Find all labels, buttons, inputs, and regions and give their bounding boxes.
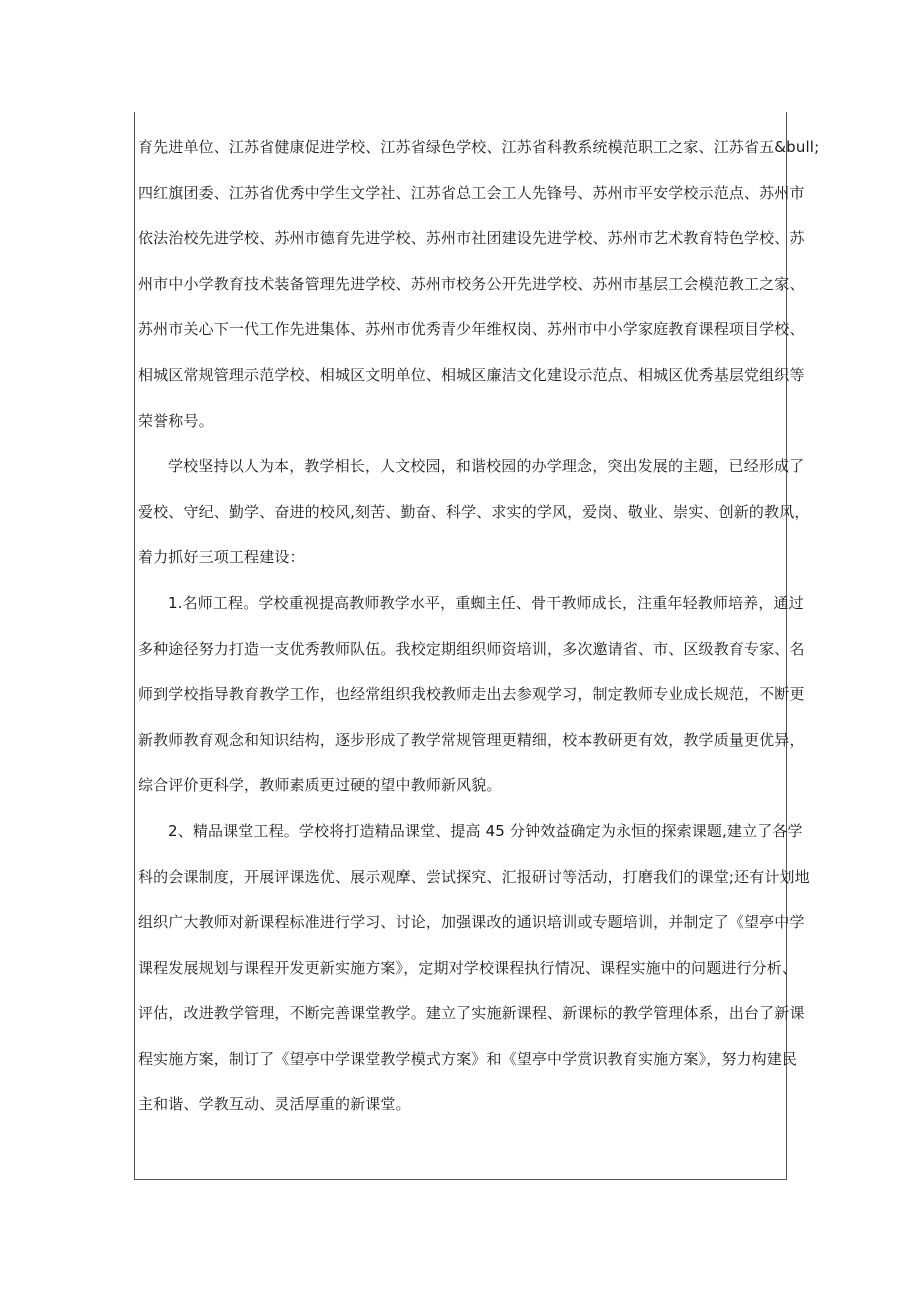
- text-line: 科的会课制度，开展评课选优、展示观摩、尝试探究、汇报研讨等活动，打磨我们的课堂;还有计划地: [138, 867, 810, 886]
- paragraph-start-line: 1.名师工程。学校重视提高教师教学水平，重蜘主任、骨干教师成长，注重年轻教师培养，通过: [168, 593, 804, 612]
- text-line: 荣誉称号。: [138, 411, 214, 430]
- text-line: 着力抓好三项工程建设：: [138, 548, 305, 567]
- text-line: 程实施方案，制订了《望亭中学课堂教学模式方案》和《望亭中学赏识教育实施方案》，努力构建民: [138, 1049, 798, 1068]
- text-line: 师到学校指导教育教学工作，也经常组织我校教师走出去参观学习，制定教师专业成长规范，不断更: [138, 685, 805, 704]
- document-body: [138, 128, 820, 1131]
- text-line: 新教师教育观念和知识结构，逐步形成了教学常规管理更精细，校本教研更有效，教学质量更优异，: [138, 730, 805, 749]
- text-line: 苏州市关心下一代工作先进集体、苏州市优秀青少年维权岗、苏州市中小学家庭教育课程项目学校、: [138, 320, 805, 339]
- text-line: 多种途径努力打造一支优秀教师队伍。我校定期组织师资培训，多次邀请省、市、区级教育专家、名: [138, 639, 805, 658]
- text-line: 爱校、守纪、勤学、奋进的校风,刻苦、勤奋、科学、求实的学风，爱岗、敬业、崇实、创新的教风，: [138, 502, 810, 521]
- text-line: 州市中小学教育技术装备管理先进学校、苏州市校务公开先进学校、苏州市基层工会模范教工之家、: [138, 274, 805, 293]
- text-line: 育先进单位、江苏省健康促进学校、江苏省绿色学校、江苏省科教系统模范职工之家、江苏省五&bull;: [138, 138, 820, 156]
- text-line: 综合评价更科学，教师素质更过硬的望中教师新风貌。: [138, 776, 502, 795]
- paragraph-start-line: 学校坚持以人为本，教学相长，人文校园，和谐校园的办学理念，突出发展的主题，已经形成了: [168, 457, 805, 476]
- text-line: 评估，改进教学管理，不断完善课堂教学。建立了实施新课程、新课标的教学管理体系，出台了新课: [138, 1004, 805, 1023]
- text-line: 课程发展规划与课程开发更新实施方案》，定期对学校课程执行情况、课程实施中的问题进行分析、: [138, 958, 798, 977]
- text-line: 依法治校先进学校、苏州市德育先进学校、苏州市社团建设先进学校、苏州市艺术教育特色学校、苏: [138, 229, 805, 248]
- text-line: 组织广大教师对新课程标准进行学习、讨论，加强课改的通识培训或专题培训，并制定了《望亭中学: [138, 913, 805, 932]
- text-line: 主和谐、学教互动、灵活厚重的新课堂。: [138, 1095, 411, 1114]
- text-line: 相城区常规管理示范学校、相城区文明单位、相城区廉洁文化建设示范点、相城区优秀基层党组织等: [138, 365, 805, 384]
- text-line: 四红旗团委、江苏省优秀中学生文学社、江苏省总工会工人先锋号、苏州市平安学校示范点、苏州市: [138, 183, 805, 202]
- paragraph-start-line: 2、精品课堂工程。学校将打造精品课堂、提高 45 分钟效益确定为永恒的探索课题,建立了各学: [168, 821, 803, 840]
